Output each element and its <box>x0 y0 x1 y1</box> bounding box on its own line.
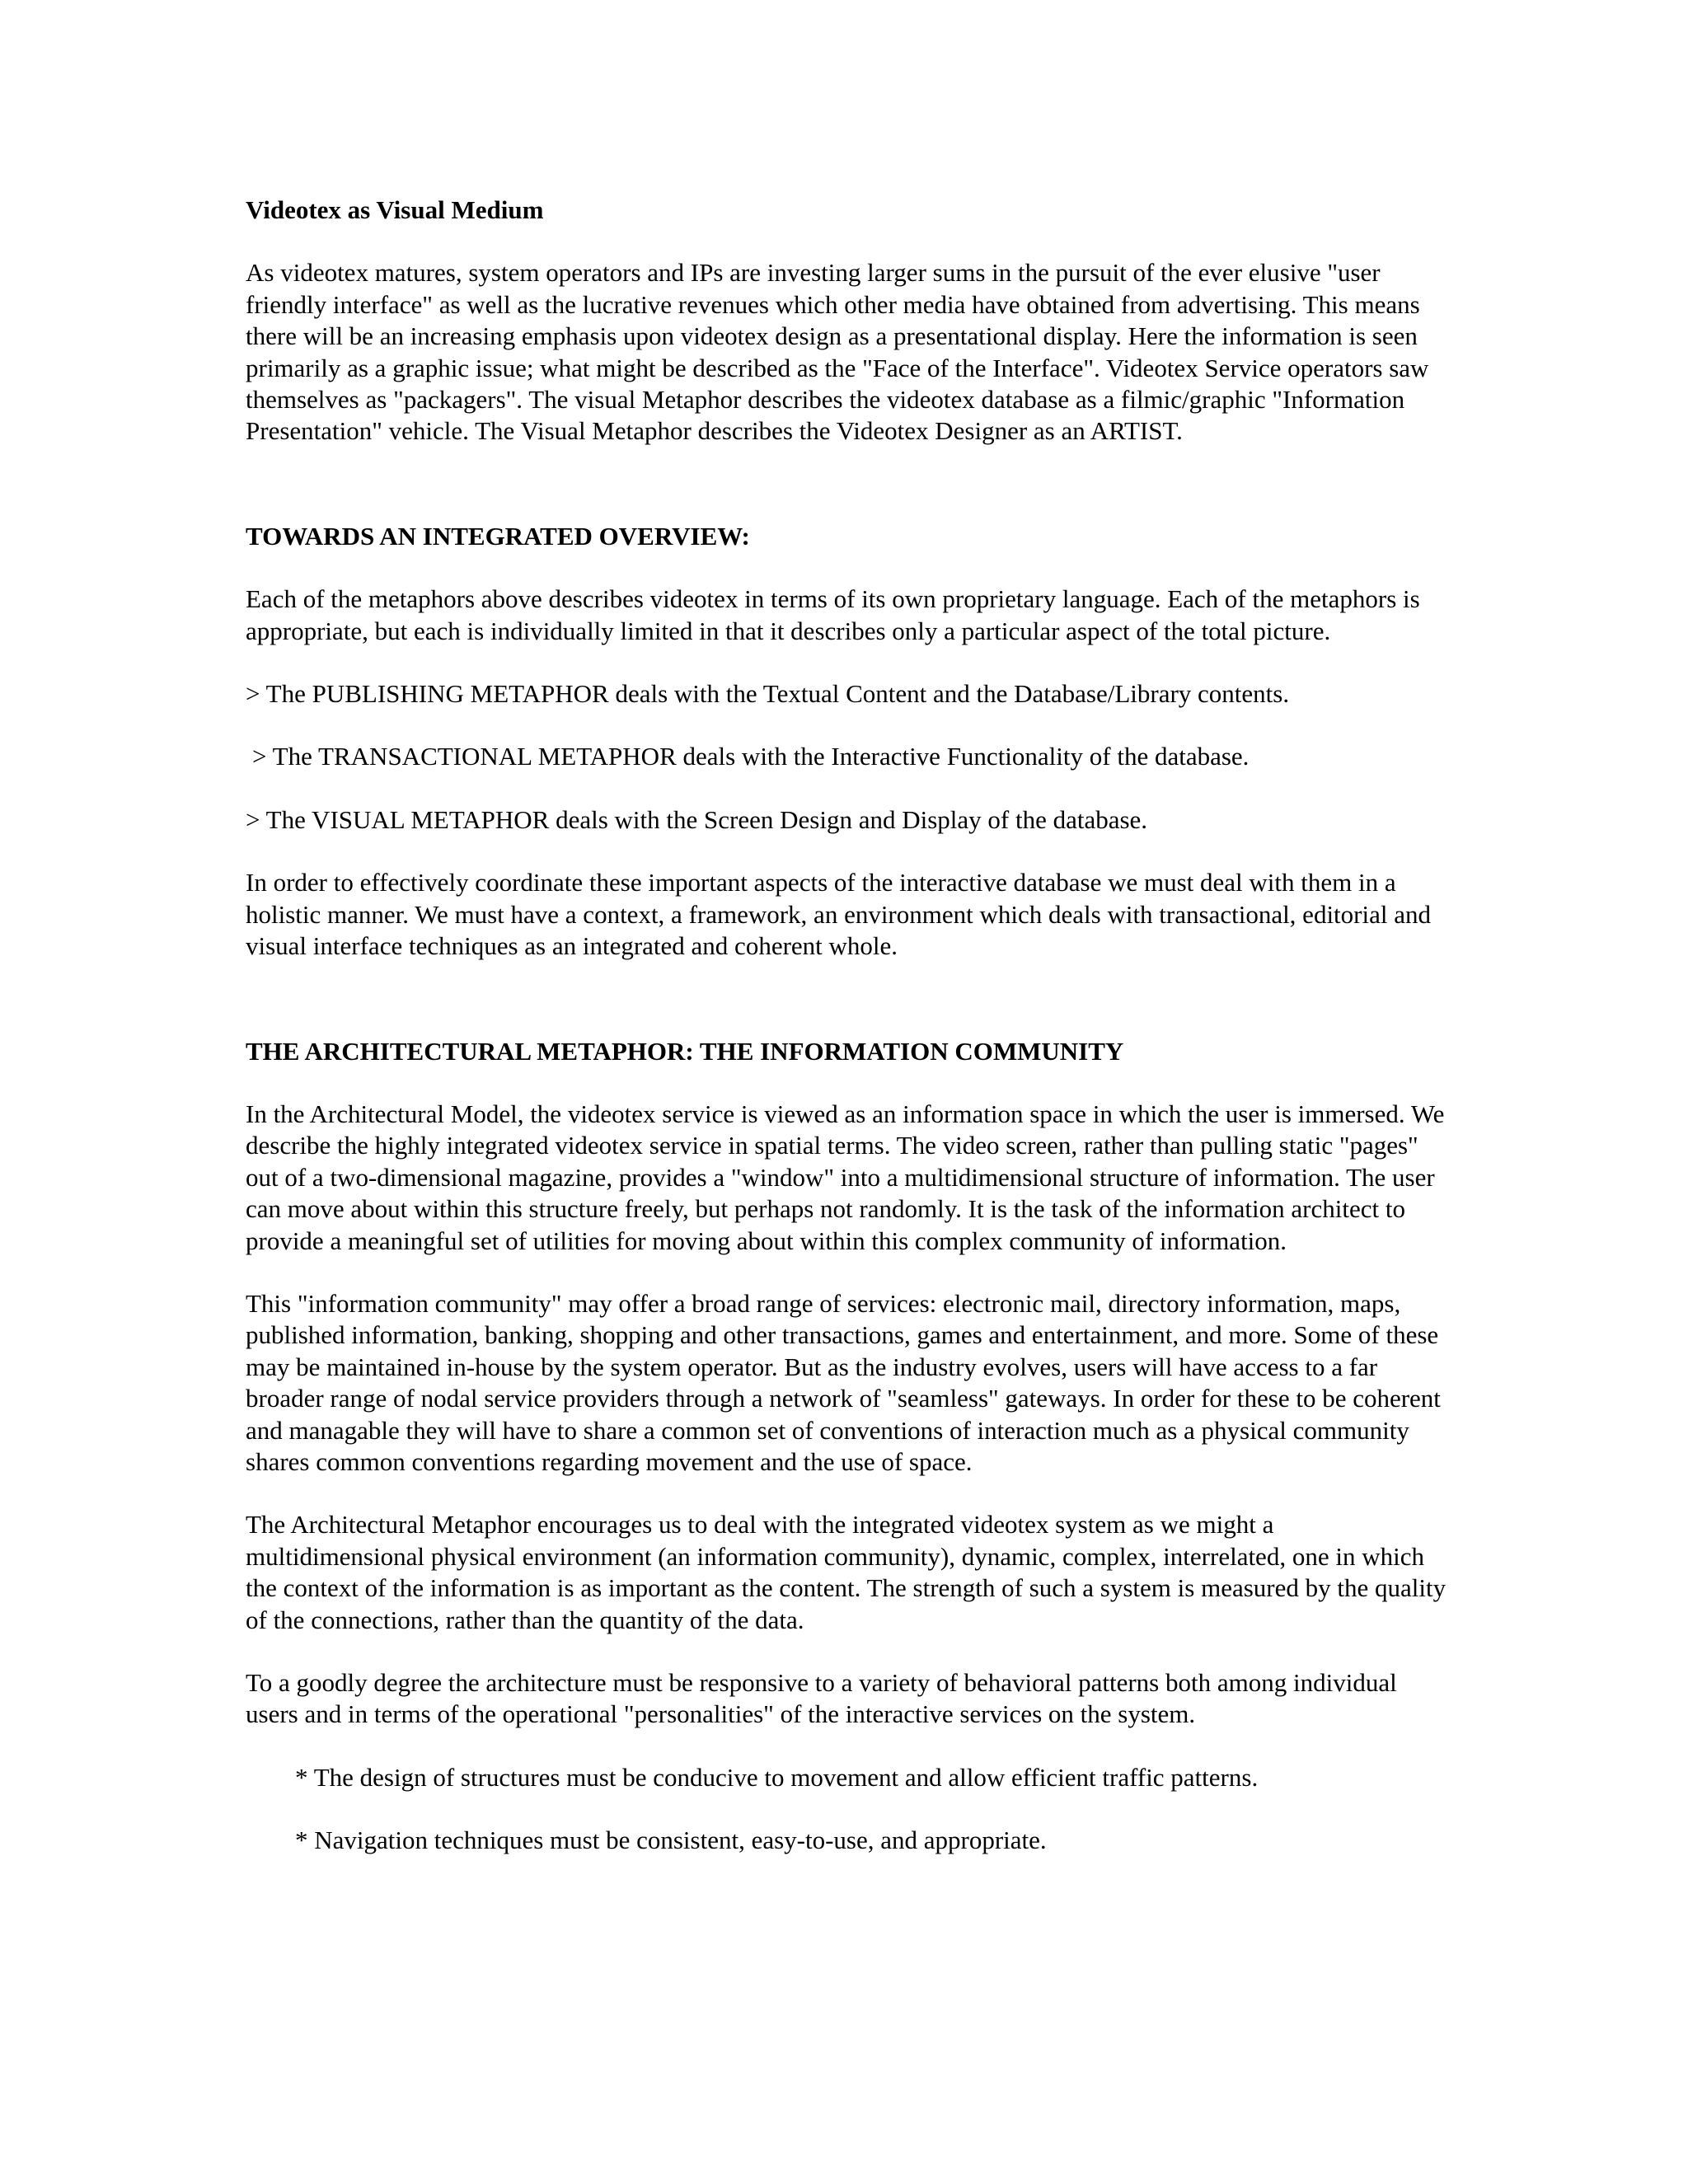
list-item-transactional-metaphor: > The TRANSACTIONAL METAPHOR deals with the Interactive Functionality of the database. <box>252 742 1250 771</box>
list-item-publishing-metaphor: > The PUBLISHING METAPHOR deals with the Textual Content and the Database/Library contents. <box>246 679 1290 709</box>
bullet-item-structures: * The design of structures must be conducive to movement and allow efficient traffic patterns. <box>295 1762 1259 1792</box>
paragraph-information-community: This "information community" may offer a broad range of services: electronic mail, directory information, maps, published information, banking, shopping and other transactions, games and entertainment, and more. Some of these may be maintained in-house by the system operator. But as the industry evolves, users will have access to a far broader range of nodal service providers through a network of "seamless" gateways. In order for these to be coherent and managable they will have to share a common set of conventions of interaction much as a physical community shares common conventions regarding movement and the use of space. <box>246 1288 1441 1476</box>
bullet-item-navigation: * Navigation techniques must be consistent, easy-to-use, and appropriate. <box>295 1825 1047 1855</box>
paragraph-visual-medium: As videotex matures, system operators and IPs are investing larger sums in the pursuit of the ever elusive "user friendly interface" as well as the lucrative revenues which other media have obtained from advertising. This means there will be an increasing emphasis upon videotex design as a presentational display. Here the information is seen primarily as a graphic issue; what might be described as the "Face of the Interface". Videotex Service operators saw themselves as "packagers". The visual Metaphor describes the videotex database as a filmic/graphic "Information Presentation" vehicle. The Visual Metaphor describes the Videotex Designer as an ARTIST. <box>246 258 1429 446</box>
paragraph-behavioral-patterns: To a goodly degree the architecture must be responsive to a variety of behavioral patterns both among individual users and in terms of the operational "personalities" of the interactive services on the system. <box>246 1668 1397 1729</box>
section-heading-architectural-metaphor: THE ARCHITECTURAL METAPHOR: THE INFORMATION COMMUNITY <box>246 1036 1124 1066</box>
paragraph-holistic-manner: In order to effectively coordinate these important aspects of the interactive database we must deal with them in a holistic manner. We must have a context, a framework, an environment which deals with transactional, editorial and visual interface techniques as an integrated and coherent whole. <box>246 868 1431 961</box>
list-item-visual-metaphor: > The VISUAL METAPHOR deals with the Screen Design and Display of the database. <box>246 804 1148 834</box>
paragraph-architectural-model: In the Architectural Model, the videotex service is viewed as an information space in which the user is immersed. We describe the highly integrated videotex service in spatial terms. The video screen, rather than pulling static "pages" out of a two-dimensional magazine, provides a "window" into a multidimensional structure of information. The user can move about within this structure freely, but perhaps not randomly. It is the task of the information architect to provide a meaningful set of utilities for moving about within this complex community of information. <box>246 1099 1445 1255</box>
document-page <box>246 194 1449 1857</box>
paragraph-integrated-overview: Each of the metaphors above describes videotex in terms of its own proprietary language. Each of the metaphors is appropriate, but each is individually limited in that it describes only a particular aspect of the total picture. <box>246 584 1420 645</box>
section-heading-integrated-overview: TOWARDS AN INTEGRATED OVERVIEW: <box>246 521 750 551</box>
paragraph-architectural-encourages: The Architectural Metaphor encourages us to deal with the integrated videotex system as we might a multidimensional physical environment (an information community), dynamic, complex, interrelated, one in which the context of the information is as important as the content. The strength of such a system is measured by the quality of the connections, rather than the quantity of the data. <box>246 1510 1447 1634</box>
section-heading-visual-medium: Videotex as Visual Medium <box>246 195 544 224</box>
